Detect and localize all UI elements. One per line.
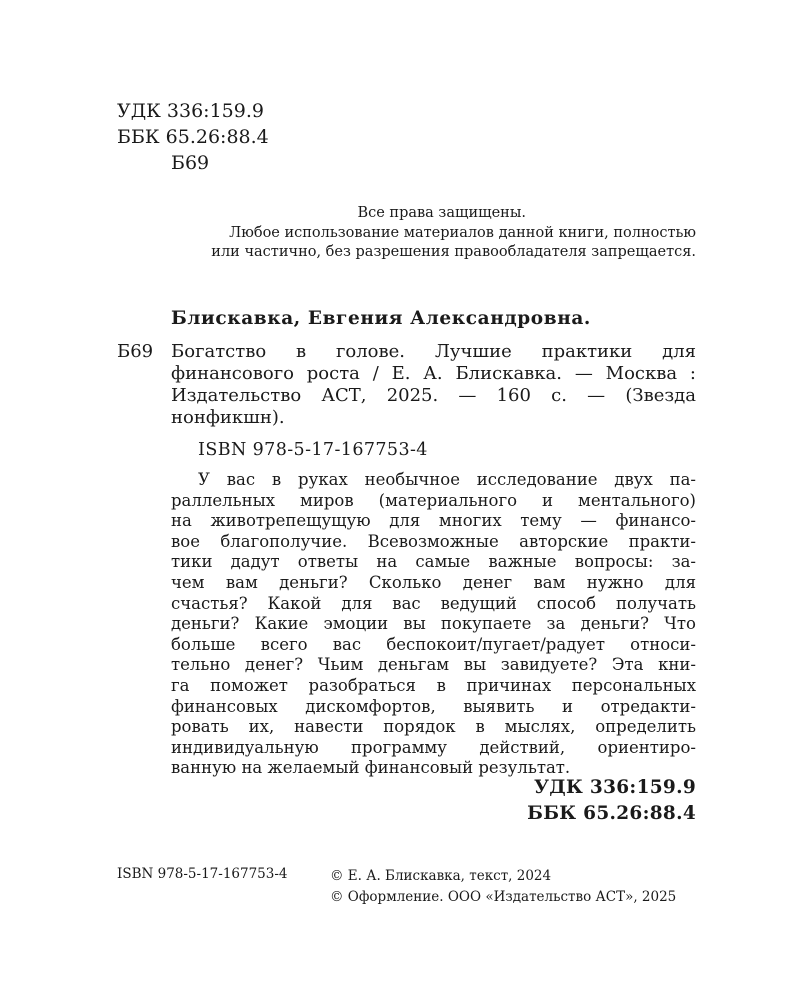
- biblio-line: Издательство АСТ, 2025. — 160 с. — (Звезда: [171, 385, 696, 406]
- footer-isbn: ISBN 978-5-17-167753-4: [117, 866, 288, 882]
- copyright-text: © Е. А. Блискавка, текст, 2024: [330, 868, 552, 884]
- classification-codes-bottom: [400, 775, 696, 827]
- biblio-line: Богатство в голове. Лучшие практики для: [171, 341, 696, 362]
- annotation-line: счастья? Какой для вас ведущий способ получать: [171, 593, 696, 613]
- rights-line-3: или частично, без разрешения правообладателя запрещается.: [211, 244, 696, 260]
- author-mark: Б69: [171, 152, 210, 174]
- annotation-line: раллельных миров (материального и ментального): [171, 490, 696, 510]
- bbk-code: ББК 65.26:88.4: [117, 126, 269, 148]
- library-code: Б69: [117, 341, 154, 362]
- author-heading: Блискавка, Евгения Александровна.: [171, 308, 591, 329]
- bbk-code-bottom: ББК 65.26:88.4: [527, 803, 696, 824]
- rights-notice: [160, 204, 696, 263]
- annotation-line: га поможет разобраться в причинах персональных: [171, 675, 696, 695]
- copyright-design: © Оформление. ООО «Издательство АСТ», 2025: [330, 888, 677, 905]
- annotation-line: ванную на желаемый финансовый результат.: [171, 758, 571, 778]
- annotation-line: тики дадут ответы на самые важные вопросы: за-: [171, 552, 696, 572]
- classification-block: [117, 98, 269, 176]
- annotation-line: тельно денег? Чьим деньгам вы завидуете? Эта кни-: [171, 655, 696, 675]
- isbn: ISBN 978-5-17-167753-4: [198, 440, 428, 460]
- footer-copyright: [330, 866, 676, 907]
- rights-line-1: Все права защищены.: [357, 205, 526, 221]
- annotation-line: на животрепещущую для многих тему — финансо-: [171, 511, 696, 531]
- annotation-line: У вас в руках необычное исследование двух па-: [198, 470, 696, 489]
- biblio-line: нонфикшн).: [171, 407, 285, 428]
- annotation-line: индивидуальную программу действий, ориентиро-: [171, 737, 696, 757]
- annotation-line: деньги? Какие эмоции вы покупаете за деньги? Что: [171, 614, 696, 634]
- annotation-line: финансовых дискомфортов, выявить и отредакти-: [171, 696, 696, 716]
- annotation: [171, 470, 696, 779]
- udk-code-bottom: УДК 336:159.9: [533, 777, 696, 798]
- rights-line-2: Любое использование материалов данной книги, полностью: [229, 224, 696, 241]
- bibliographic-description: [171, 341, 696, 429]
- annotation-line: вое благополучие. Всевозможные авторские практи-: [171, 531, 696, 551]
- annotation-line: больше всего вас беспокоит/пугает/радует относи-: [171, 634, 696, 654]
- biblio-line: финансового роста / Е. А. Блискавка. — Москва :: [171, 363, 696, 384]
- annotation-line: ровать их, навести порядок в мыслях, определить: [171, 717, 696, 737]
- annotation-line: чем вам деньги? Сколько денег вам нужно для: [171, 572, 696, 592]
- udk-code: УДК 336:159.9: [117, 100, 264, 122]
